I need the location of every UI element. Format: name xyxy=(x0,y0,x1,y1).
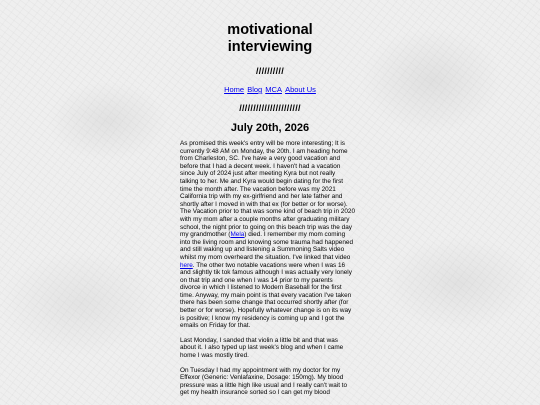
site-header xyxy=(0,0,540,134)
post-text: ) died. I remember my mom coming into the living room and knowing some trauma had happened and still waking up and listening a Summoning Salts video whilst my mom overheard the situation. I've linked that video xyxy=(180,231,354,261)
main-nav xyxy=(0,85,540,94)
nav-link-mca[interactable]: MCA xyxy=(265,85,282,94)
video-link[interactable]: here xyxy=(180,261,193,269)
post-text: . The other two notable vacations were when I was 16 and slightly tik tok famous although I was actually very lonely on that trip and one when I was 14 prior to my parents divorce in which I listened to Modern Baseball for the first time. Anyway, my main point is that every vacation I've taken there has been some change that occurred shortly after (for better or for worse). Hopefully whatever change is on its way is positive; I know my residency is coming up and I got the emails on Friday for that. xyxy=(180,261,352,330)
nav-divider: ////////////////////// xyxy=(239,103,301,113)
post-paragraph-2: Last Monday, I sanded that violin a little bit and that was about it. I also typed up last week's blog and when I came home I was mostly tired. xyxy=(180,336,344,360)
header-divider: ////////// xyxy=(255,66,284,76)
site-title: motivational interviewing xyxy=(227,22,313,55)
nav-link-home[interactable]: Home xyxy=(224,85,245,94)
blog-post-body xyxy=(180,140,355,404)
post-paragraph-3: On Tuesday I had my appointment with my doctor for my Effexor (Generic: Venlafaxine, Dosage: 150mg). My blood pressure was a little high like usual and I really can't wait to get my health insurance sorted so I can get my blood xyxy=(180,366,348,397)
nav-link-about-us[interactable]: About Us xyxy=(285,85,316,94)
mela-link[interactable]: Mela xyxy=(230,231,245,239)
post-date: July 20th, 2026 xyxy=(230,122,310,134)
post-text: As promised this week's entry will be more interesting; It is currently 9:48 AM on Monday, the 20th. I am heading home from Charleston, SC. I've have a very good vacation and before that I had a decent week. I haven't had a vacation since July of 2024 just after meeting Kyra but not really talking to her. Me and Kyra would begin dating for the first time the month after. The vacation before was my 2021 California trip with my ex-girlfriend and her late father and shortly after I moved in with that ex (for better or for worse). The Vacation prior to that was some kind of beach trip in 2020 with my mom after a couple months after graduating military school, the night prior to going on this beach trip was the day my grandmother ( xyxy=(180,140,356,239)
post-paragraph-1 xyxy=(180,140,355,330)
nav-link-blog[interactable]: Blog xyxy=(247,85,263,94)
